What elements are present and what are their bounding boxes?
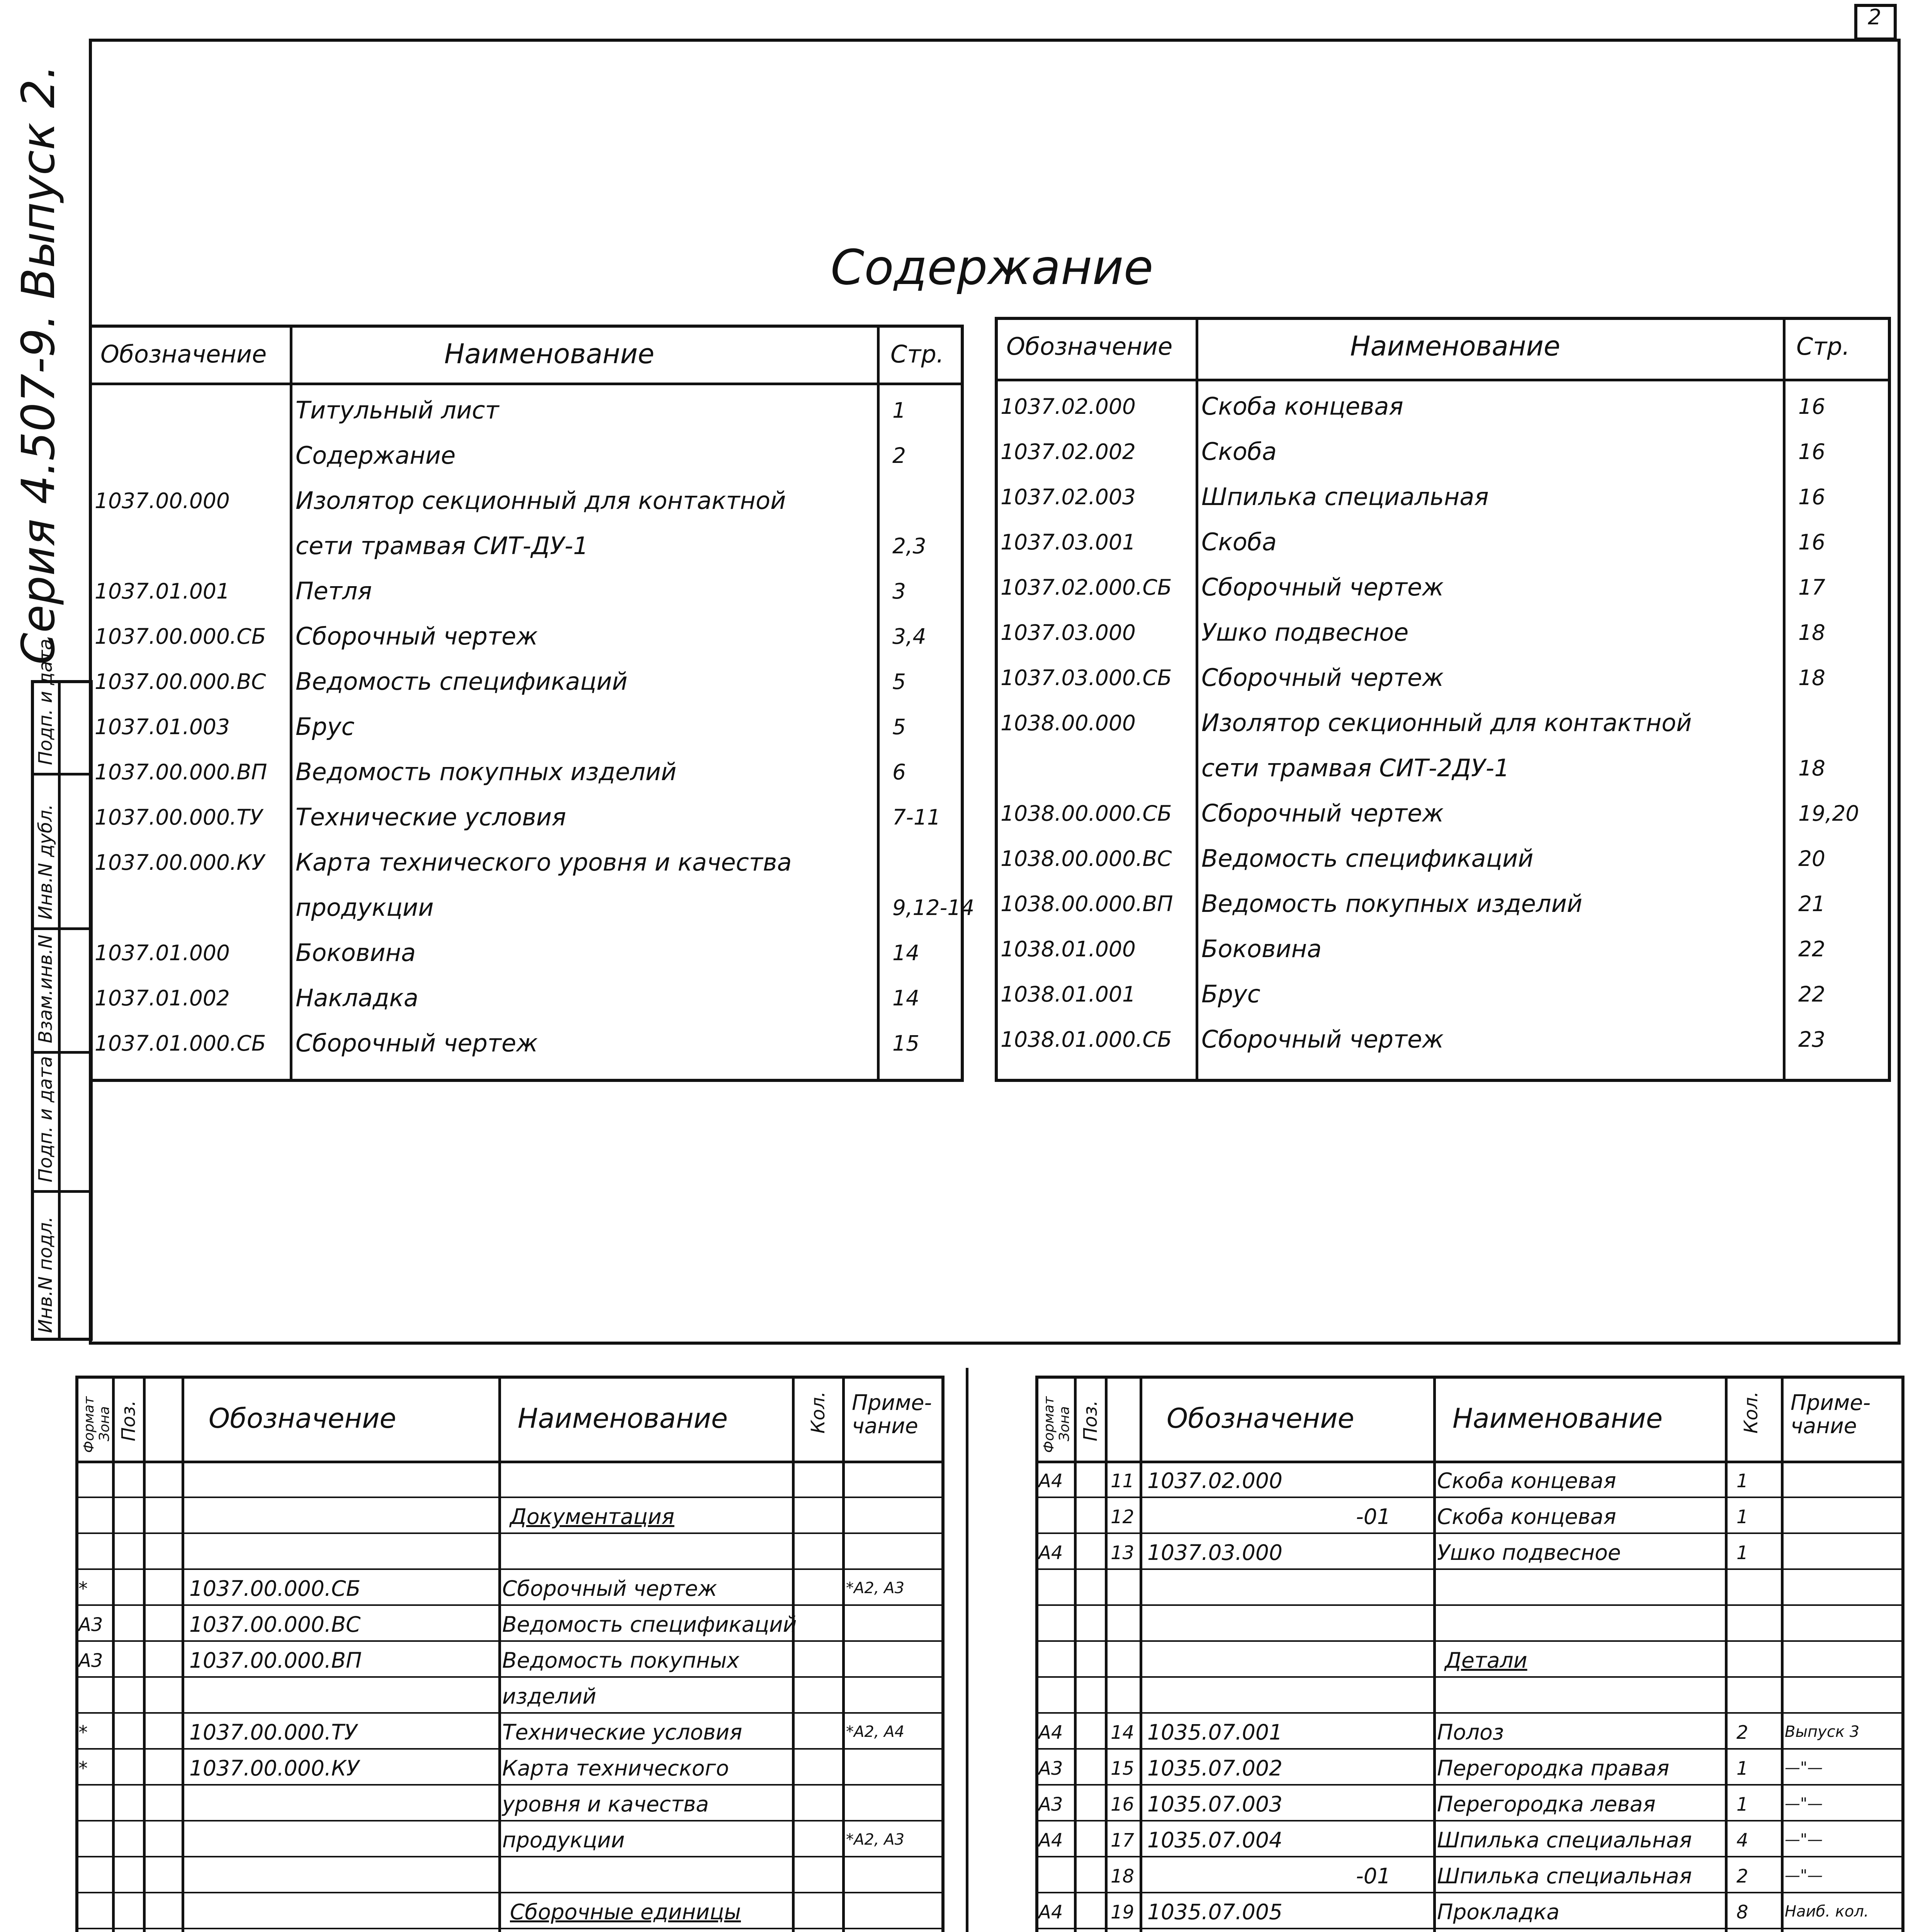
spec-row-line	[75, 1568, 792, 1570]
spec-poz: 14	[1111, 1722, 1135, 1743]
side-sep	[31, 1190, 93, 1193]
side-label: Инв.N дубл.	[35, 804, 56, 920]
contents-naim: Изолятор секционный для контактной	[1201, 709, 1692, 737]
spec-row-line	[1725, 1784, 1904, 1786]
contents-page: 6	[892, 760, 906, 784]
spec-h-naim: Наименование	[1453, 1403, 1663, 1434]
spec-row-line	[75, 1892, 792, 1893]
contents-page: 3,4	[892, 624, 926, 649]
spec-kol: 2	[1736, 1866, 1748, 1887]
spec-kol: 1	[1736, 1506, 1748, 1528]
spec-prim: *А2, А4	[846, 1723, 905, 1741]
contents-oboz: 1037.00.000.ВП	[95, 760, 267, 784]
contents-oboz: 1037.01.001	[95, 579, 230, 604]
spec-naim: Сборочный чертеж	[502, 1576, 717, 1601]
spec-kol: 1	[1736, 1758, 1748, 1779]
contents-page: 14	[892, 940, 919, 965]
spec-naim: Шпилька специальная	[1437, 1828, 1692, 1852]
spec-h-poz: Поз.	[1080, 1400, 1101, 1441]
spec-row-line	[792, 1604, 945, 1606]
contents-naim: Петля	[296, 577, 372, 605]
contents-naim: Карта технического уровня и качества	[296, 848, 792, 876]
spec-h-kol: Кол.	[807, 1391, 829, 1434]
spec-format: А3	[1038, 1758, 1063, 1779]
spec-naim: Ведомость покупных	[502, 1648, 739, 1673]
spec-kol: 8	[1736, 1901, 1748, 1923]
side-sep	[31, 773, 93, 776]
contents-naim: Брус	[1201, 980, 1261, 1008]
spec-row-line	[1035, 1784, 1725, 1786]
contents-page: 3	[892, 579, 906, 604]
spec-kol: 4	[1736, 1830, 1748, 1851]
spec-col-line	[842, 1376, 845, 1932]
spec-h-kol: Кол.	[1740, 1391, 1762, 1434]
spec-row-line	[1725, 1568, 1904, 1570]
spec-row-line	[1035, 1497, 1725, 1498]
spec-naim: уровня и качества	[502, 1792, 709, 1816]
spec-row-line	[1035, 1604, 1725, 1606]
contents-naim: Ведомость покупных изделий	[296, 758, 677, 786]
contents-oboz: 1037.03.000	[1001, 620, 1136, 645]
spec-row-line	[1035, 1712, 1725, 1714]
spec-naim: изделий	[502, 1684, 596, 1709]
contents-page: 9,12-14	[892, 895, 975, 920]
spec-row-line	[1725, 1712, 1904, 1714]
spec-kol: 1	[1736, 1542, 1748, 1564]
contents-naim: сети трамвая СИТ-2ДУ-1	[1201, 754, 1510, 782]
spec-row-line	[1035, 1568, 1725, 1570]
spec-col-line	[143, 1376, 146, 1932]
spec-poz: 18	[1111, 1866, 1135, 1887]
spec-row-line	[1725, 1532, 1904, 1534]
spec-row-line	[75, 1748, 792, 1750]
spec-oboz: 1035.07.003	[1147, 1792, 1283, 1816]
spec-naim: Полоз	[1437, 1720, 1504, 1745]
header-naim: Наименование	[444, 338, 654, 370]
contents-page: 22	[1798, 982, 1825, 1007]
contents-naim: Ведомость спецификаций	[1201, 844, 1534, 872]
contents-naim: Технические условия	[296, 803, 566, 831]
contents-naim: Скоба	[1201, 528, 1277, 556]
spec-format: А3	[78, 1650, 103, 1672]
spec-row-line	[792, 1712, 945, 1714]
spec-oboz: 1035.07.002	[1147, 1756, 1283, 1781]
spec-row-line	[1035, 1820, 1725, 1821]
spec-row-line	[1725, 1497, 1904, 1498]
spec-row-line	[75, 1604, 792, 1606]
spec-row-line	[792, 1856, 945, 1857]
contents-naim: Сборочный чертеж	[1201, 663, 1444, 692]
spec-prim: *А2, А3	[846, 1831, 905, 1849]
spec-prim: *А2, А3	[846, 1579, 905, 1597]
spec-h-oboz: Обозначение	[1167, 1403, 1354, 1434]
spec-naim: Ведомость спецификаций	[502, 1612, 797, 1637]
side-divider	[58, 680, 61, 1341]
contents-page: 7-11	[892, 805, 941, 830]
spec-row-line	[1725, 1640, 1904, 1642]
contents-page: 21	[1798, 891, 1825, 916]
contents-naim: Изолятор секционный для контактной	[296, 486, 786, 515]
spec-format: А4	[1038, 1830, 1063, 1851]
spec-poz: 17	[1111, 1830, 1135, 1851]
contents-oboz: 1037.00.000.ВС	[95, 669, 266, 694]
contents-page: 18	[1798, 620, 1825, 645]
contents-title: Содержание	[831, 240, 1154, 296]
spec-format: *	[78, 1722, 88, 1743]
spec-poz: 15	[1111, 1758, 1135, 1779]
spec-format: А4	[1038, 1470, 1063, 1492]
contents-naim: сети трамвая СИТ-ДУ-1	[296, 532, 589, 560]
contents-page: 5	[892, 714, 906, 739]
contents-oboz: 1038.00.000.ВС	[1001, 846, 1172, 871]
spec-row-line	[792, 1820, 945, 1821]
spec-col-line	[112, 1376, 115, 1932]
spec-naim: Карта технического	[502, 1756, 729, 1781]
contents-page: 15	[892, 1031, 919, 1056]
contents-naim: Боковина	[1201, 935, 1322, 963]
contents-table-right	[995, 317, 1891, 1082]
spec-row-line	[792, 1640, 945, 1642]
spec-oboz: 1037.00.000.ТУ	[189, 1720, 357, 1745]
spec-row-line	[792, 1532, 945, 1534]
spec-row-line	[1035, 1640, 1725, 1642]
table-header-line	[995, 379, 1891, 381]
spec-row-line	[75, 1784, 792, 1786]
contents-page: 18	[1798, 665, 1825, 690]
spec-naim: Скоба концевая	[1437, 1468, 1616, 1493]
spec-row-line	[1725, 1928, 1904, 1929]
contents-page: 16	[1798, 530, 1825, 554]
spec-naim: Документация	[510, 1504, 674, 1529]
spec-row-line	[75, 1497, 792, 1498]
spec-col-line	[498, 1376, 501, 1932]
center-divider	[966, 1368, 968, 1932]
spec-poz: 13	[1111, 1542, 1135, 1564]
spec-oboz: 1037.00.000.КУ	[189, 1756, 359, 1781]
spec-h-format: Формат	[1041, 1396, 1057, 1453]
spec-header-line	[1035, 1461, 1904, 1463]
spec-naim: Ушко подвесное	[1437, 1540, 1621, 1565]
col-line	[877, 325, 880, 1082]
spec-naim: Сборочные единицы	[510, 1900, 741, 1924]
contents-page: 5	[892, 669, 906, 694]
spec-format: А3	[78, 1614, 103, 1636]
contents-naim: Содержание	[296, 441, 456, 469]
contents-naim: Ведомость спецификаций	[296, 667, 628, 696]
spec-prim: —"—	[1785, 1831, 1823, 1849]
spec-header-line	[75, 1461, 945, 1463]
header-str: Стр.	[890, 340, 944, 368]
spec-poz: 19	[1111, 1901, 1135, 1923]
contents-oboz: 1038.00.000.СБ	[1001, 801, 1172, 826]
spec-kol: 2	[1736, 1722, 1748, 1743]
side-sep	[31, 1051, 93, 1054]
spec-col-line	[1074, 1376, 1077, 1932]
spec-h-poz: Поз.	[118, 1400, 139, 1441]
spec-row-line	[1035, 1928, 1725, 1929]
spec-format: А4	[1038, 1542, 1063, 1564]
spec-row-line	[75, 1712, 792, 1714]
spec-oboz: -01	[1356, 1504, 1391, 1529]
contents-naim: Сборочный чертеж	[1201, 573, 1444, 601]
contents-naim: Брус	[296, 713, 355, 741]
spec-col-line	[1781, 1376, 1784, 1932]
spec-prim: —"—	[1785, 1759, 1823, 1777]
spec-row-line	[1725, 1856, 1904, 1857]
contents-naim: Скоба	[1201, 437, 1277, 466]
spec-oboz: -01	[1356, 1864, 1391, 1888]
spec-h-zona: Зона	[1057, 1406, 1072, 1441]
spec-prim: Выпуск 3	[1785, 1723, 1860, 1741]
contents-naim: продукции	[296, 893, 434, 922]
spec-h-zona: Зона	[97, 1406, 112, 1441]
spec-prim: Наиб. кол.	[1785, 1903, 1869, 1920]
contents-naim: Накладка	[296, 984, 418, 1012]
spec-kol: 1	[1736, 1794, 1748, 1815]
contents-page: 19,20	[1798, 801, 1859, 826]
spec-row-line	[1035, 1532, 1725, 1534]
contents-page: 16	[1798, 439, 1825, 464]
contents-page: 1	[892, 398, 906, 423]
spec-h-prim: Приме- чание	[852, 1390, 932, 1438]
spec-row-line	[75, 1676, 792, 1678]
contents-naim: Сборочный чертеж	[296, 622, 538, 650]
spec-row-line	[792, 1784, 945, 1786]
spec-naim: Детали	[1445, 1648, 1527, 1673]
contents-oboz: 1037.03.000.СБ	[1001, 665, 1172, 690]
spec-poz: 12	[1111, 1506, 1135, 1528]
spec-row-line	[75, 1928, 792, 1929]
spec-h-prim: Приме- чание	[1791, 1390, 1871, 1438]
page-number: 2	[1868, 5, 1881, 29]
spec-row-line	[1725, 1820, 1904, 1821]
spec-col-line	[1105, 1376, 1108, 1932]
spec-row-line	[792, 1928, 945, 1929]
header-naim: Наименование	[1350, 330, 1560, 362]
spec-oboz: 1037.00.000.ВС	[189, 1612, 361, 1637]
spec-row-line	[75, 1532, 792, 1534]
spec-row-line	[792, 1748, 945, 1750]
spec-row-line	[1725, 1676, 1904, 1678]
contents-oboz: 1037.02.000.СБ	[1001, 575, 1172, 600]
spec-row-line	[1035, 1892, 1725, 1893]
contents-page: 16	[1798, 394, 1825, 419]
spec-naim: Прокладка	[1437, 1900, 1560, 1924]
spec-format: *	[78, 1758, 88, 1779]
spec-poz: 11	[1111, 1470, 1135, 1492]
contents-page: 16	[1798, 485, 1825, 509]
spec-format: А4	[1038, 1722, 1063, 1743]
spec-poz: 16	[1111, 1794, 1135, 1815]
spec-naim: Шпилька специальная	[1437, 1864, 1692, 1888]
contents-oboz: 1037.02.000	[1001, 394, 1136, 419]
header-oboz: Обозначение	[100, 340, 267, 368]
spec-prim: —"—	[1785, 1795, 1823, 1813]
contents-naim: Сборочный чертеж	[1201, 799, 1444, 827]
spec-col-line	[792, 1376, 795, 1932]
contents-oboz: 1037.00.000.СБ	[95, 624, 266, 649]
contents-oboz: 1037.02.002	[1001, 439, 1136, 464]
contents-oboz: 1038.01.000	[1001, 937, 1136, 961]
contents-oboz: 1038.00.000.ВП	[1001, 891, 1173, 916]
contents-naim: Ушко подвесное	[1201, 618, 1409, 646]
contents-page: 22	[1798, 937, 1825, 961]
spec-naim: Скоба концевая	[1437, 1504, 1616, 1529]
spec-row-line	[792, 1497, 945, 1498]
spec-row-line	[75, 1856, 792, 1857]
contents-oboz: 1037.01.000	[95, 940, 230, 965]
spec-h-oboz: Обозначение	[209, 1403, 396, 1434]
spec-row-line	[792, 1892, 945, 1893]
header-str: Стр.	[1796, 332, 1850, 361]
contents-naim: Сборочный чертеж	[296, 1029, 538, 1057]
contents-oboz: 1037.00.000.КУ	[95, 850, 265, 875]
contents-naim: Шпилька специальная	[1201, 483, 1489, 511]
contents-naim: Боковина	[296, 939, 416, 967]
spec-prim: —"—	[1785, 1867, 1823, 1884]
side-label: Подп. и дата	[35, 639, 56, 765]
side-label: Подп. и дата	[35, 1056, 56, 1182]
contents-page: 17	[1798, 575, 1825, 600]
contents-page: 20	[1798, 846, 1825, 871]
spec-h-format: Формат	[81, 1396, 97, 1453]
contents-page: 14	[892, 986, 919, 1010]
contents-oboz: 1037.00.000.ТУ	[95, 805, 263, 830]
spec-naim: Перегородка правая	[1437, 1756, 1670, 1781]
spec-col-line	[1140, 1376, 1142, 1932]
spec-oboz: 1035.07.004	[1147, 1828, 1283, 1852]
spec-row-line	[1035, 1856, 1725, 1857]
contents-oboz: 1038.01.001	[1001, 982, 1136, 1007]
spec-row-line	[1725, 1604, 1904, 1606]
spec-naim: Перегородка левая	[1437, 1792, 1656, 1816]
spec-format: *	[78, 1578, 88, 1600]
contents-oboz: 1038.01.000.СБ	[1001, 1027, 1172, 1052]
spec-row-line	[1035, 1748, 1725, 1750]
spec-naim: продукции	[502, 1828, 625, 1852]
series-label: Серия 4.507-9. Выпуск 2.	[12, 65, 65, 665]
contents-page: 2,3	[892, 534, 926, 558]
contents-page: 23	[1798, 1027, 1825, 1052]
spec-format: А3	[1038, 1794, 1063, 1815]
spec-row-line	[792, 1568, 945, 1570]
col-line	[1196, 317, 1198, 1082]
contents-page: 2	[892, 443, 906, 468]
contents-oboz: 1037.03.001	[1001, 530, 1136, 554]
spec-oboz: 1035.07.005	[1147, 1900, 1283, 1924]
spec-format: А4	[1038, 1901, 1063, 1923]
spec-col-line	[182, 1376, 184, 1932]
spec-row-line	[1035, 1676, 1725, 1678]
contents-page: 18	[1798, 756, 1825, 781]
spec-oboz: 1037.00.000.СБ	[189, 1576, 361, 1601]
contents-naim: Ведомость покупных изделий	[1201, 889, 1583, 918]
spec-naim: Технические условия	[502, 1720, 742, 1745]
spec-row-line	[1725, 1748, 1904, 1750]
contents-naim: Сборочный чертеж	[1201, 1025, 1444, 1053]
contents-oboz: 1037.01.002	[95, 986, 230, 1010]
spec-col-line	[1725, 1376, 1728, 1932]
side-label: Инв.N подл.	[35, 1216, 56, 1333]
contents-naim: Титульный лист	[296, 396, 499, 424]
spec-row-line	[1725, 1892, 1904, 1893]
spec-row-line	[75, 1820, 792, 1821]
spec-oboz: 1037.00.000.ВП	[189, 1648, 362, 1673]
contents-naim: Скоба концевая	[1201, 392, 1403, 420]
spec-oboz: 1037.03.000	[1147, 1540, 1283, 1565]
spec-row-line	[792, 1676, 945, 1678]
contents-oboz: 1037.00.000	[95, 488, 230, 513]
contents-table-left	[89, 325, 964, 1082]
header-oboz: Обозначение	[1006, 332, 1173, 361]
spec-kol: 1	[1736, 1470, 1748, 1492]
side-sep	[31, 927, 93, 930]
col-line	[1783, 317, 1785, 1082]
table-header-line	[89, 383, 964, 385]
spec-oboz: 1037.02.000	[1147, 1468, 1283, 1493]
contents-oboz: 1037.01.003	[95, 714, 230, 739]
contents-oboz: 1037.01.000.СБ	[95, 1031, 266, 1056]
spec-row-line	[75, 1640, 792, 1642]
spec-oboz: 1035.07.001	[1147, 1720, 1283, 1745]
spec-col-line	[1433, 1376, 1436, 1932]
contents-oboz: 1037.02.003	[1001, 485, 1136, 509]
side-label: Взам.инв.N	[35, 934, 56, 1043]
spec-h-naim: Наименование	[518, 1403, 728, 1434]
contents-oboz: 1038.00.000	[1001, 711, 1136, 735]
col-line	[290, 325, 292, 1082]
